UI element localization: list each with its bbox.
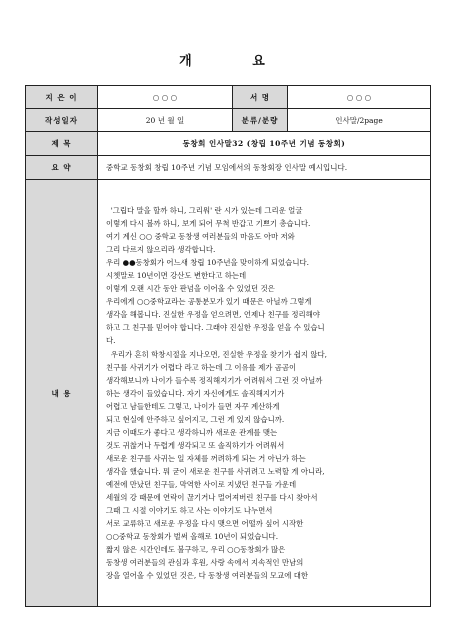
content-line: 동창생 여러분들의 관심과 후원, 사랑 속에서 지속적인 만남의 bbox=[106, 558, 304, 568]
content-line: 생각을 해봅니다. 진실한 우정을 얻으려면, 언제나 친구를 정리해야 bbox=[106, 310, 320, 320]
content-line: 다. bbox=[106, 336, 116, 346]
content-line: 지금 이때도가 좋다고 생각하니까 새로운 관계를 맺는 bbox=[106, 427, 278, 437]
content-line: 세월의 강 때문에 연락이 끊기거나 멀어져버린 친구를 다시 찾아서 bbox=[106, 493, 318, 503]
author-value: ○ ○ ○ bbox=[98, 86, 233, 109]
content-line: 우리가 흔히 학창시절을 지나오면, 진실한 우정을 찾기가 쉽지 않다, bbox=[106, 349, 327, 359]
content-line: 시쳇말로 10년이면 강산도 변한다고 하는데 bbox=[106, 271, 247, 281]
content-line: 우리 ●●동창회가 어느새 창립 10주년을 맞이하게 되었습니다. bbox=[106, 258, 309, 268]
content-body bbox=[98, 180, 431, 607]
content-line: ○○중학교 동창회가 벌써 올해로 10년이 되었습니다. bbox=[106, 532, 279, 542]
content-line: 새로운 친구를 사귀는 일 자체를 꺼려하게 되는 거 아닌가 하는 bbox=[106, 453, 306, 463]
content-line: 이렇게 다시 볼까 하니, 보게 되어 무척 반갑고 기쁘기 총습니다. bbox=[106, 219, 311, 229]
content-line: 어렵고 남들한테도 그렇고, 나이가 들면 자꾸 계산하게 bbox=[106, 401, 280, 411]
content-line: 되고 현실에 안주하고 싶어지고, 그런 게 있지 않습니까. bbox=[106, 414, 285, 424]
content-line: 생각해보니까 나이가 들수록 정직해지기가 어려워서 그런 것 아닐까 bbox=[106, 375, 323, 385]
content-label: 내 용 bbox=[26, 180, 98, 607]
summary-row bbox=[26, 156, 431, 180]
author-row bbox=[26, 86, 431, 109]
summary-label: 요 약 bbox=[26, 156, 98, 180]
date-value: 20 년 월 일 bbox=[98, 109, 233, 132]
subject-row bbox=[26, 132, 431, 156]
content-line: 우리에게 ○○중학교라는 공통분모가 있기 때문은 아닐까 그렇게 bbox=[106, 297, 312, 307]
content-line: '그립다 말을 할까 하니, 그리워' 란 시가 있는데 그리운 얼굴 bbox=[106, 206, 303, 215]
content-row bbox=[26, 180, 431, 607]
content-line: 그리 다르지 않으리라 생각합니다. bbox=[106, 245, 216, 255]
document-form bbox=[25, 85, 431, 607]
date-label: 작성일자 bbox=[26, 109, 98, 132]
content-line: 것도 귀찮거나 두렵게 생각되고 또 솔직하기가 어려워서 bbox=[106, 440, 285, 450]
content-line: 하는 생각이 들었습니다. 자기 자신에게도 솔직해지기가 bbox=[106, 388, 285, 398]
content-line: 서로 교류하고 새로운 우정을 다시 맺으면 어떨까 싶어 시작한 bbox=[106, 519, 304, 529]
page-title: 개 요 bbox=[179, 54, 293, 69]
content-line: 짧지 않은 시간인데도 불구하고, 우리 ○○동창회가 많은 bbox=[106, 545, 286, 555]
category-value: 인사말/2page bbox=[288, 109, 431, 132]
content-line: 생각을 했습니다. 뭐 굳이 새로운 친구를 사귀려고 노력할 게 아니라, bbox=[106, 466, 325, 476]
content-line: 하고 그 친구를 믿어야 합니다. 그래야 진실한 우정을 얻을 수 있습니 bbox=[106, 323, 325, 333]
content-line: 이렇게 오랜 시간 동안 판넘을 이어올 수 있었던 것은 bbox=[106, 284, 275, 294]
content-line: 예전에 만났던 친구들, 막역한 사이로 지냈던 친구들 가운데 bbox=[106, 479, 297, 489]
position-label: 서 명 bbox=[233, 86, 288, 109]
category-label: 분류/분량 bbox=[233, 109, 288, 132]
content-line: 여기 계신 ○○ 중학교 동창생 여러분들의 마음도 아마 저와 bbox=[106, 232, 295, 242]
date-row bbox=[26, 109, 431, 132]
author-label: 지 은 이 bbox=[26, 86, 98, 109]
content-line: 친구를 사귀기가 어렵다 라고 하는데 그 이유를 제가 곰곰이 bbox=[106, 362, 297, 372]
summary-value: 중학교 동창회 창립 10주년 기념 모임에서의 동창회장 인사말 예시입니다. bbox=[98, 156, 431, 180]
content-lines bbox=[106, 204, 420, 582]
subject-value: 동창회 인사말32 (창립 10주년 기념 동창회) bbox=[98, 132, 431, 156]
content-line: 그때 그 시절 이야기도 하고 사는 이야기도 나누면서 bbox=[106, 506, 273, 516]
position-value: ○ ○ ○ bbox=[288, 86, 431, 109]
subject-label: 제 목 bbox=[26, 132, 98, 156]
content-line: 장을 열어올 수 있었던 것은, 다 동창생 여러분들의 모교에 대한 bbox=[106, 571, 308, 581]
